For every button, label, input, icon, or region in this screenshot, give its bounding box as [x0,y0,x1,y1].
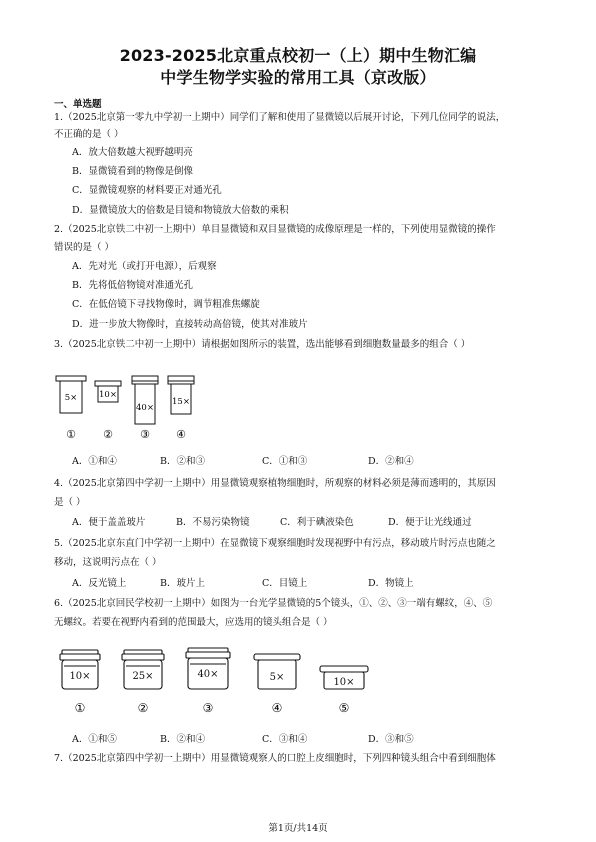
q2-option-c: C．在低倍镜下寻找物像时，调节粗准焦螺旋 [72,299,260,310]
page-title: 2023-2025北京重点校初一（上）期中生物汇编 [119,46,477,65]
page-footer: 第1页/共14页 [268,823,328,834]
q6-number-4: ④ [271,701,283,715]
q6-option-d: D．③和⑤ [368,734,414,745]
q7-stem: 7.（2025北京第四中学初一上期中）用显微镜观察人的口腔上皮细胞时，下列四种镜头组合中看到细胞体 [54,753,496,764]
q1-stem: 1.（2025北京第一零九中学初一上期中）同学们了解和使用了显微镜以后展开讨论，下列几位同学的说法， [54,112,506,123]
q3-lens-3-label: 40× [136,403,154,413]
q6-option-a: A．①和⑤ [72,734,117,745]
q3-lens-4-label: 15× [172,397,190,407]
q3-lens-1-label: 5× [64,393,78,403]
q5-stem-cont: 移动，这说明污点在（ ） [54,557,162,568]
q5-option-c: C．目镜上 [262,578,308,589]
q3-lens-2-label: 10× [99,390,117,400]
q6-number-2: ② [137,701,149,715]
q3-option-c: C．①和③ [262,456,308,467]
q2-option-b: B．先将低倍物镜对准通光孔 [72,280,193,291]
q3-option-a: A．①和④ [72,456,117,467]
page-subtitle: 中学生物学实验的常用工具（京改版） [160,68,436,87]
q6-lens-5 [320,666,368,689]
q2-stem-cont: 错误的是（ ） [54,242,115,253]
q5-stem: 5.（2025北京东直门中学初一上期中）在显微镜下观察细胞时发现视野中有污点，移动玻片时污点也随之 [54,538,496,549]
q6-lens-3 [186,648,230,689]
q3-lens-figure [52,372,212,446]
q4-option-d: D．便于让光线通过 [388,517,472,528]
q4-stem: 4.（2025北京第四中学初一上期中）用显微镜观察植物细胞时，所观察的材料必须是薄而透明的，其原因 [54,478,496,489]
q1-option-a: A．放大倍数越大视野越明亮 [72,147,193,158]
q6-lens-4-label: 5× [269,672,285,683]
q1-option-d: D．显微镜放大的倍数是目镜和物镜放大倍数的乘积 [72,205,289,216]
q2-option-a: A．先对光（或打开电源），后观察 [72,261,217,272]
q4-stem-cont: 是（ ） [54,497,86,508]
q4-option-c: C．利于碘液染色 [280,517,354,528]
q5-option-b: B．玻片上 [160,578,205,589]
q6-lens-2 [122,650,164,689]
q6-lens-4 [254,654,300,689]
q3-stem: 3.（2025北京铁二中初一上期中）请根据如图所示的装置，选出能够看到细胞数量最多的组合（ ） [54,339,471,350]
q4-option-b: B．不易污染物镜 [176,517,250,528]
q6-options [72,734,542,746]
q6-lens-2-label: 25× [132,671,154,682]
q3-options [72,456,542,468]
q3-number-4: ④ [176,428,186,441]
q3-option-b: B．②和③ [160,456,205,467]
q6-lens-1-label: 10× [69,671,91,682]
q6-number-5: ⑤ [338,701,350,715]
q3-lens-4 [168,376,194,414]
q6-lens-3-label: 40× [197,669,219,680]
q6-lens-1 [60,650,100,689]
section-heading: 一、单选题 [54,99,102,110]
q6-option-c: C．③和④ [262,734,308,745]
q3-lens-2 [95,381,121,402]
q3-number-1: ① [66,428,76,441]
q2-option-d: D．进一步放大物像时，直接转动高倍镜，使其对准玻片 [72,319,308,330]
q5-option-d: D．物镜上 [368,578,414,589]
q6-lens-figure [56,646,386,718]
q6-stem: 6.（2025北京回民学校初一上期中）如图为一台光学显微镜的5个镜头，①、②、③一端有螺纹，④、⑤ [54,598,493,609]
q6-number-3: ③ [202,701,214,715]
q3-lens-3 [132,376,158,424]
q1-stem-cont: 不正确的是（ ） [54,129,124,140]
q6-option-b: B．②和④ [160,734,205,745]
q4-options [72,517,542,529]
q3-number-3: ③ [140,428,150,441]
q3-number-2: ② [103,428,113,441]
q5-option-a: A．反光镜上 [72,578,127,589]
q6-number-1: ① [74,701,86,715]
q4-option-a: A．便于盖盖玻片 [72,517,146,528]
q3-option-d: D．②和④ [368,456,414,467]
q5-options [72,578,542,590]
q6-lens-5-label: 10× [333,677,355,688]
q1-option-c: C．显微镜观察的材料要正对通光孔 [72,185,222,196]
q3-lens-1 [56,376,86,413]
q6-stem-cont: 无螺纹。若要在视野内看到的范围最大，应选用的镜头组合是（ ） [54,617,333,628]
q1-option-b: B．显微镜看到的物像是倒像 [72,166,193,177]
q2-stem: 2.（2025北京铁二中初一上期中）单目显微镜和双目显微镜的成像原理是一样的，下列使用显微镜的操作 [54,224,496,235]
